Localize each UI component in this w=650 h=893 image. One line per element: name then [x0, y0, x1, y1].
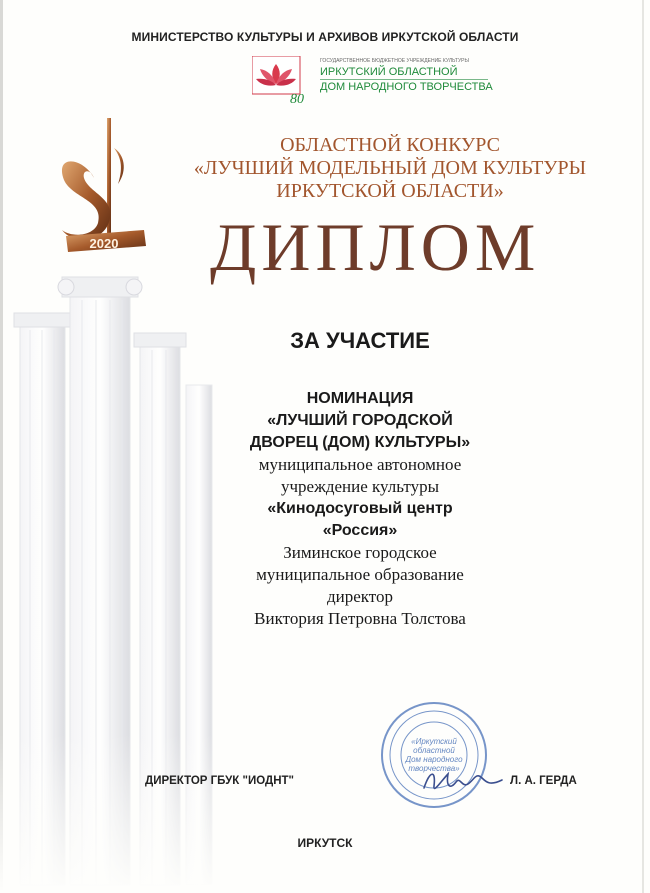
- award-heading: ЗА УЧАСТИЕ: [290, 328, 430, 353]
- logo-caption: ГОСУДАРСТВЕННОЕ БЮДЖЕТНОЕ УЧРЕЖДЕНИЕ КУЛЬТУРЫ: [320, 58, 469, 64]
- municipality-1: Зиминское городское: [283, 543, 437, 562]
- svg-text:областной: областной: [413, 746, 455, 755]
- logo-line-1: ИРКУТСКИЙ ОБЛАСТНОЙ: [320, 66, 458, 78]
- lotus-logo-icon: [252, 56, 314, 104]
- iodnt-logo: [252, 56, 492, 106]
- logo-divider: [320, 79, 488, 80]
- recipient-name-2: «Россия»: [322, 522, 398, 539]
- recipient-type-2: учреждение культуры: [280, 477, 439, 496]
- recipient-block: [170, 454, 550, 630]
- ministry-header: МИНИСТЕРСТВО КУЛЬТУРЫ И АРХИВОВ ИРКУТСКОЙ ОБЛАСТИ: [131, 30, 519, 44]
- recipient-position: директор: [326, 587, 394, 606]
- nomination-block: [170, 388, 550, 454]
- signatory-name: Л. А. ГЕРДА: [510, 775, 577, 787]
- contest-title: [190, 134, 590, 203]
- contest-line-2: «ЛУЧШИЙ МОДЕЛЬНЫЙ ДОМ КУЛЬТУРЫ: [193, 157, 587, 179]
- recipient-type-1: муниципальное автономное: [258, 455, 462, 474]
- contest-line-3: ИРКУТСКОЙ ОБЛАСТИ»: [276, 180, 504, 202]
- city-footer: ИРКУТСК: [297, 836, 353, 850]
- logo-line-2: ДОМ НАРОДНОГО ТВОРЧЕСТВА: [320, 81, 493, 93]
- svg-text:творчества»: творчества»: [408, 764, 460, 773]
- scan-edge-right: [642, 0, 644, 893]
- handwritten-signature: [416, 760, 506, 800]
- nomination-line-2: «ЛУЧШИЙ ГОРОДСКОЙ: [267, 412, 453, 429]
- recipient-name-1: «Кинодосуговый центр: [267, 500, 453, 517]
- diploma-title: ДИПЛОМ: [210, 209, 541, 285]
- svg-text:Дом народного: Дом народного: [405, 755, 463, 764]
- svg-text:«Иркутский: «Иркутский: [411, 737, 457, 746]
- svg-text:2020: 2020: [89, 236, 119, 251]
- nomination-line-3: ДВОРЕЦ (ДОМ) КУЛЬТУРЫ»: [249, 434, 471, 451]
- municipality-2: муниципальное образование: [256, 565, 464, 584]
- nomination-label: НОМИНАЦИЯ: [306, 390, 414, 407]
- bronze-emblem-icon: [44, 118, 164, 268]
- signatory-title: ДИРЕКТОР ГБУК "ИОДНТ": [145, 775, 295, 787]
- recipient-person: Виктория Петровна Толстова: [254, 609, 466, 628]
- svg-text:80: 80: [290, 92, 304, 104]
- contest-line-1: ОБЛАСТНОЙ КОНКУРС: [280, 134, 500, 156]
